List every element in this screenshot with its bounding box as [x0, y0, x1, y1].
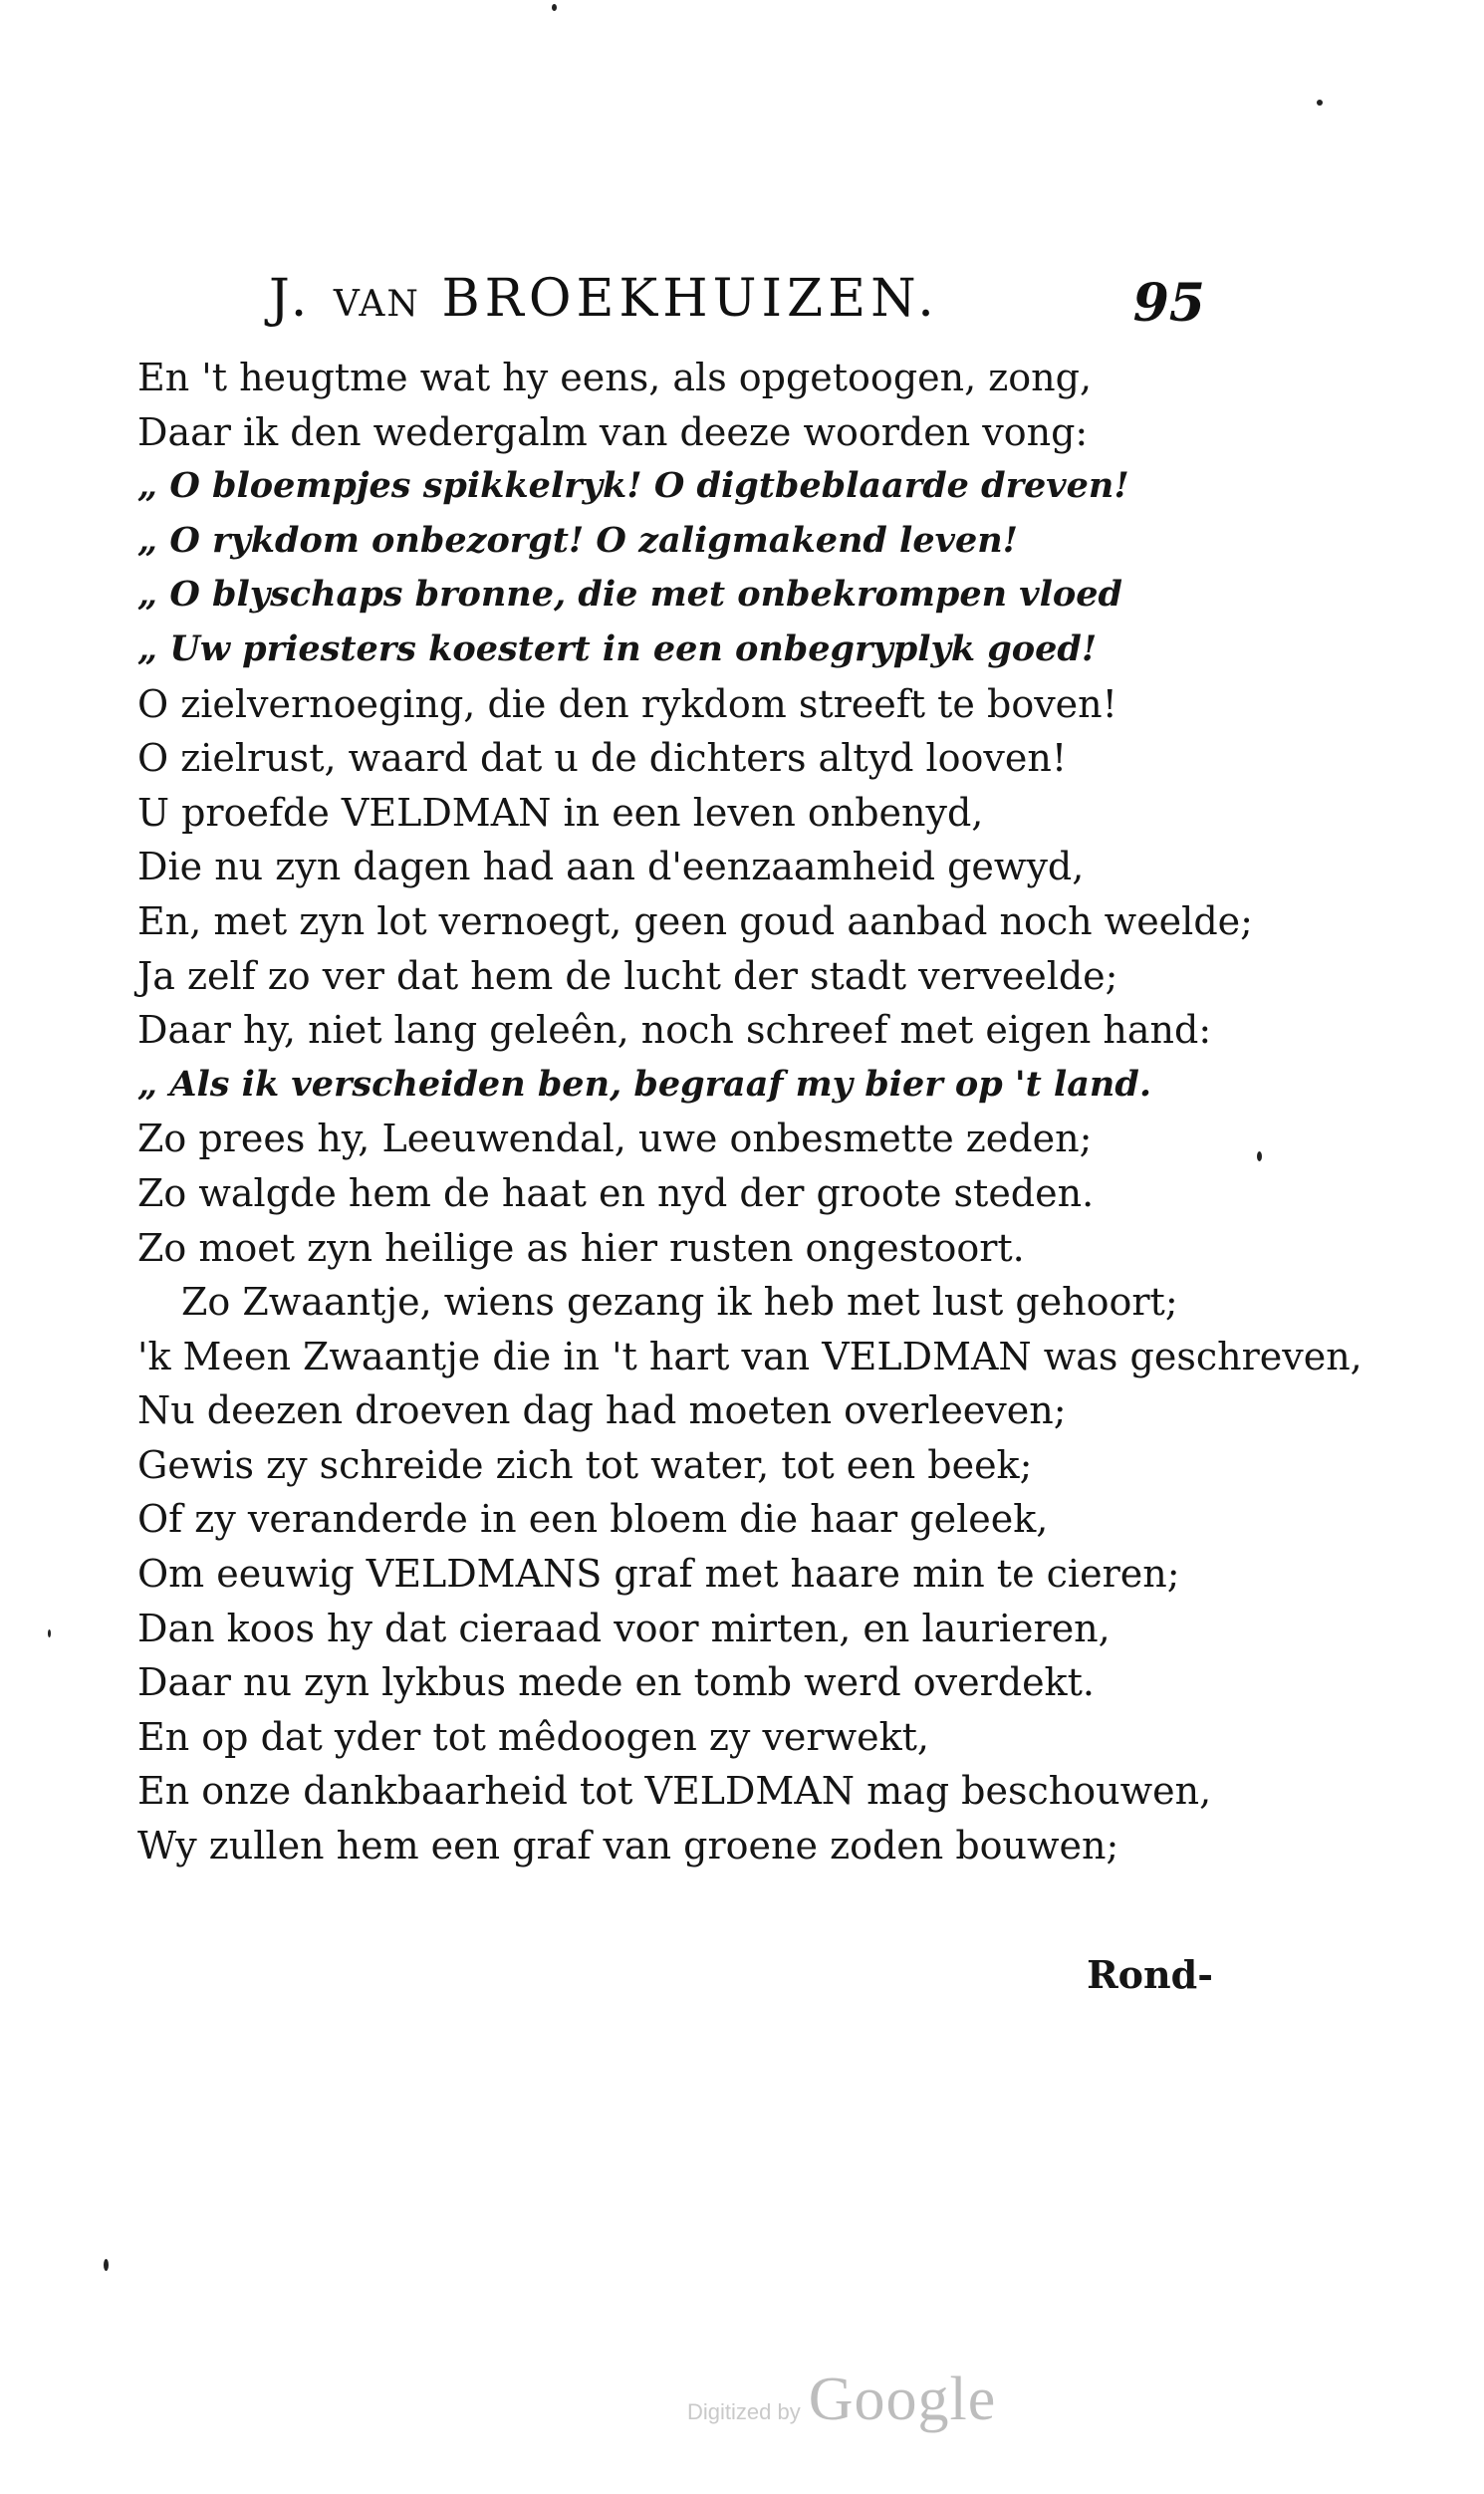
- running-head-initial: J.: [269, 269, 313, 329]
- poem-line: „ Uw priesters koestert in een onbegryplyk goed!: [137, 627, 1098, 669]
- poem-line: En op dat yder tot mêdoogen zy verwekt,: [137, 1714, 929, 1759]
- poem-line: Daar nu zyn lykbus mede en tomb werd overdekt.: [137, 1660, 1095, 1705]
- poem-line: Die nu zyn dagen had aan d'eenzaamheid gewyd,: [137, 845, 1085, 889]
- poem-line: Wy zullen hem een graf van groene zoden bouwen;: [137, 1824, 1119, 1869]
- digitized-by-label: Digitized by: [687, 2399, 801, 2424]
- poem-line: O zielvernoeging, die den rykdom streeft te boven!: [137, 681, 1117, 726]
- poem-line: Zo moet zyn heilige as hier rusten ongestoort.: [137, 1225, 1025, 1270]
- scan-speck: [1317, 100, 1323, 106]
- scan-speck: [104, 2259, 109, 2271]
- page-header: [269, 269, 1205, 349]
- poem-line: Zo prees hy, Leeuwendal, uwe onbesmette zeden;: [137, 1117, 1093, 1161]
- digitized-by-google-watermark: [687, 2365, 996, 2435]
- poem-line: Daar hy, niet lang geleên, noch schreef met eigen hand:: [137, 1008, 1212, 1053]
- poem-line: Nu deezen droeven dag had moeten overleeven;: [137, 1388, 1067, 1433]
- poem-line: „ Als ik verscheiden ben, begraaf my bier op 't land.: [137, 1063, 1152, 1105]
- running-head: [269, 269, 939, 329]
- catchword: Rond-: [1087, 1952, 1213, 1997]
- running-head-name: BROEKHUIZEN.: [441, 269, 939, 329]
- poem-line: 'k Meen Zwaantje die in 't hart van VELDMAN was geschreven,: [137, 1334, 1362, 1378]
- poem-line: Daar ik den wedergalm van deeze woorden vong:: [137, 409, 1089, 454]
- poem-line: Ja zelf zo ver dat hem de lucht der stadt verveelde;: [137, 953, 1118, 998]
- page-number: 95: [1132, 273, 1205, 334]
- poem-line: U proefde VELDMAN in een leven onbenyd,: [137, 790, 984, 835]
- poem-line: Zo Zwaantje, wiens gezang ik heb met lust gehoort;: [181, 1280, 1178, 1325]
- poem-line: Of zy veranderde in een bloem die haar geleek,: [137, 1497, 1049, 1542]
- poem-line: „ O rykdom onbezorgt! O zaligmakend leven!: [137, 519, 1019, 561]
- poem-line: En, met zyn lot vernoegt, geen goud aanbad noch weelde;: [137, 898, 1253, 943]
- poem-line: Om eeuwig VELDMANS graf met haare min te cieren;: [137, 1552, 1180, 1597]
- poem-line: En onze dankbaarheid tot VELDMAN mag beschouwen,: [137, 1769, 1212, 1814]
- poem-line: O zielrust, waard dat u de dichters altyd looven!: [137, 736, 1068, 781]
- poem-line: Dan koos hy dat cieraad voor mirten, en laurieren,: [137, 1606, 1111, 1650]
- scan-speck: [552, 4, 557, 11]
- poem-line: Gewis zy schreide zich tot water, tot een beek;: [137, 1442, 1033, 1487]
- poem-line: „ O blyschaps bronne, die met onbekrompen vloed: [137, 574, 1122, 616]
- scan-speck: [1257, 1151, 1262, 1161]
- poem-line: „ O bloempjes spikkelryk! O digtbeblaarde dreven!: [137, 465, 1129, 507]
- scan-speck: [48, 1629, 51, 1637]
- running-head-van: VAN: [333, 284, 420, 325]
- google-logo: Google: [808, 2366, 997, 2433]
- poem-body: [137, 351, 1362, 1873]
- poem-line: Zo walgde hem de haat en nyd der groote steden.: [137, 1170, 1095, 1215]
- poem-line: En 't heugtme wat hy eens, als opgetoogen, zong,: [137, 356, 1093, 399]
